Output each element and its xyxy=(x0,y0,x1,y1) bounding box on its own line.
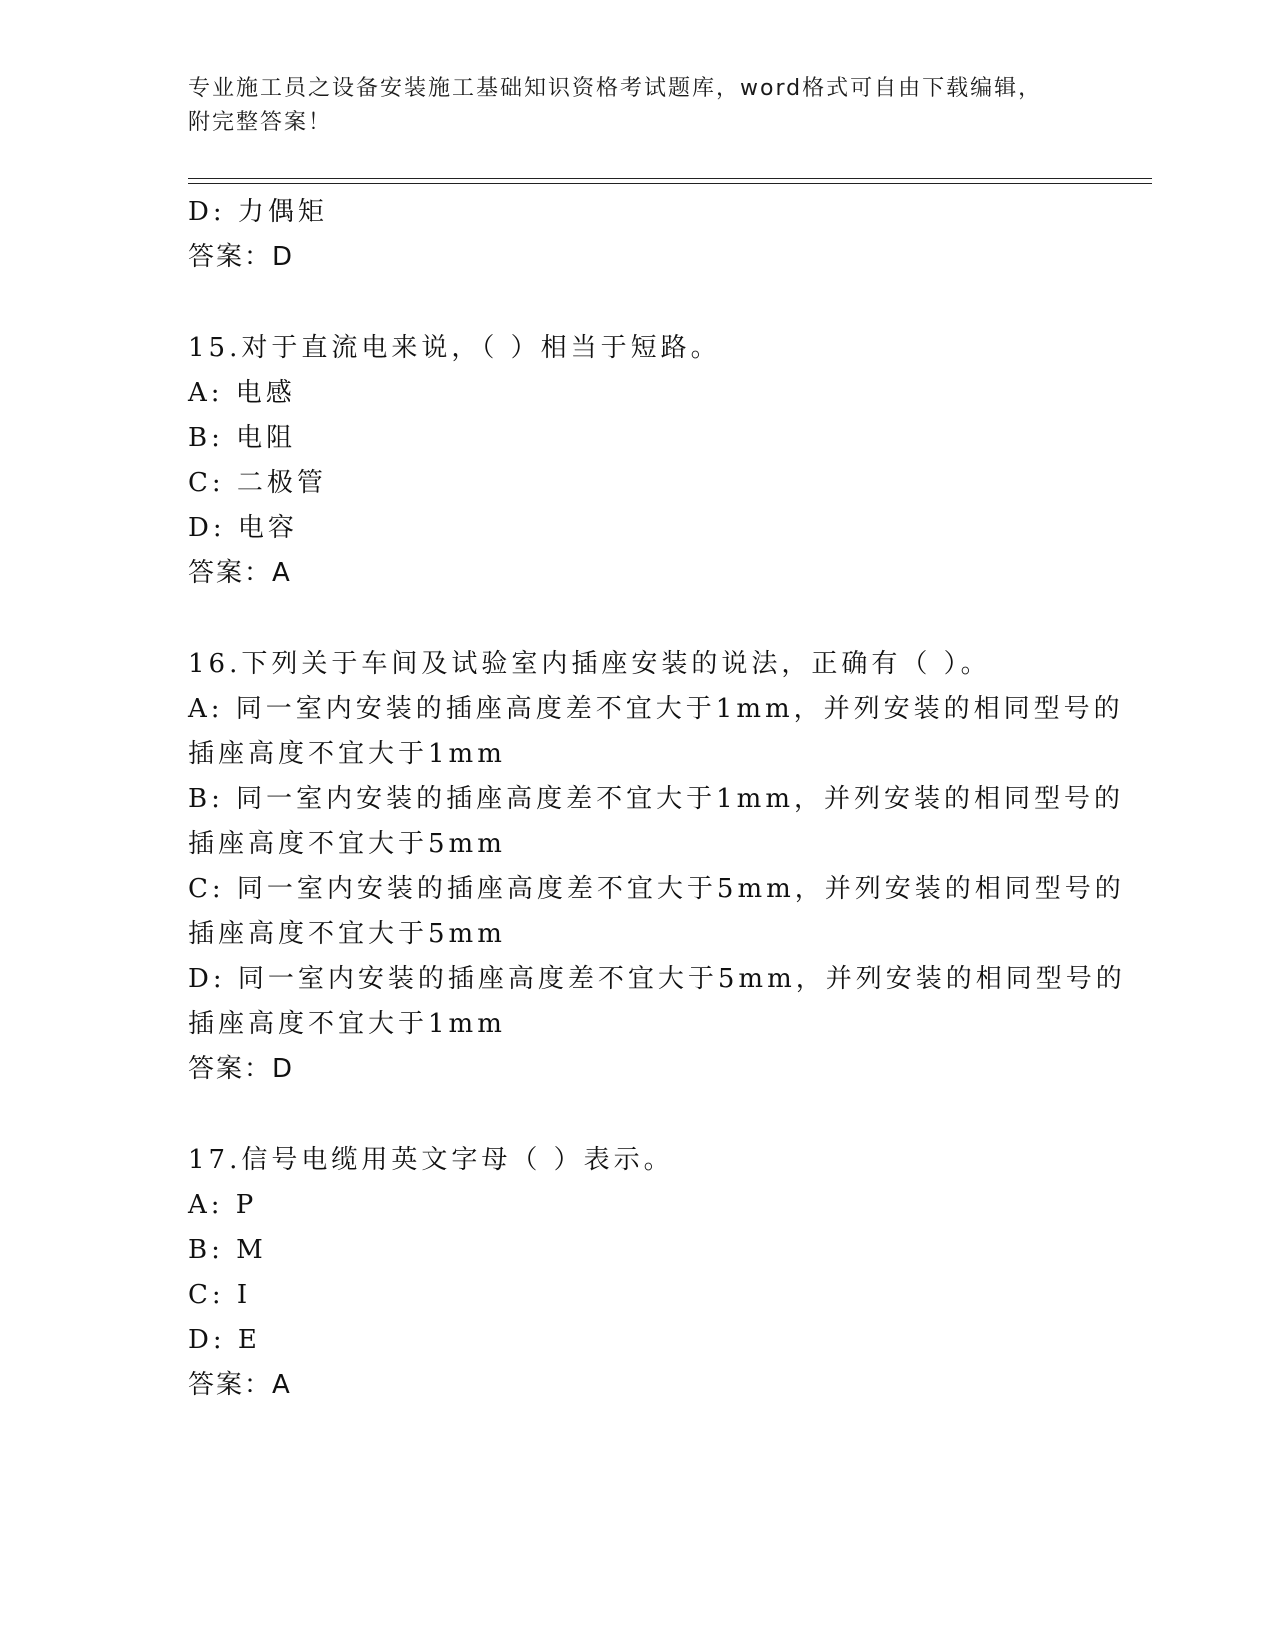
previous-question-tail xyxy=(188,190,1088,280)
answer: 答案：A xyxy=(188,1370,292,1400)
question-16 xyxy=(188,642,1126,1092)
option-a: A: P xyxy=(188,1190,258,1220)
option-b-line-1: B: 同一室内安装的插座高度差不宜大于1mm，并列安装的相同型号的 xyxy=(188,784,1124,814)
question-stem: 16.下列关于车间及试验室内插座安装的说法，正确有（ ）。 xyxy=(188,649,991,679)
header-divider-top xyxy=(188,178,1152,179)
answer: 答案：D xyxy=(188,1054,295,1084)
option-b: B: 电阻 xyxy=(188,423,297,453)
option-d-line-1: D: 同一室内安装的插座高度差不宜大于5mm，并列安装的相同型号的 xyxy=(188,964,1126,994)
answer: 答案：D xyxy=(188,242,295,272)
option-d: D: 力偶矩 xyxy=(188,197,328,227)
option-b: B: M xyxy=(188,1235,267,1265)
option-a-line-1: A: 同一室内安装的插座高度差不宜大于1mm，并列安装的相同型号的 xyxy=(188,694,1124,724)
option-d-line-2: 插座高度不宜大于1mm xyxy=(188,1009,506,1039)
option-d: D: E xyxy=(188,1325,261,1355)
header-line-2: 附完整答案！ xyxy=(188,110,333,135)
option-a-line-2: 插座高度不宜大于1mm xyxy=(188,739,506,769)
option-c: C: I xyxy=(188,1280,252,1310)
question-stem: 17.信号电缆用英文字母（ ）表示。 xyxy=(188,1145,674,1175)
option-c: C: 二极管 xyxy=(188,468,327,498)
answer: 答案：A xyxy=(188,558,292,588)
question-17 xyxy=(188,1138,1088,1408)
option-d: D: 电容 xyxy=(188,513,298,543)
option-c-line-1: C: 同一室内安装的插座高度差不宜大于5mm，并列安装的相同型号的 xyxy=(188,874,1125,904)
option-a: A: 电感 xyxy=(188,378,296,408)
option-c-line-2: 插座高度不宜大于5mm xyxy=(188,919,506,949)
header-divider-bottom xyxy=(188,183,1152,184)
header-line-1: 专业施工员之设备安装施工基础知识资格考试题库，word格式可自由下载编辑， xyxy=(188,76,1043,101)
question-15 xyxy=(188,326,1088,596)
option-b-line-2: 插座高度不宜大于5mm xyxy=(188,829,506,859)
document-header xyxy=(188,72,1088,140)
question-stem: 15.对于直流电来说，（ ）相当于短路。 xyxy=(188,333,721,363)
question-list xyxy=(188,190,1126,1408)
